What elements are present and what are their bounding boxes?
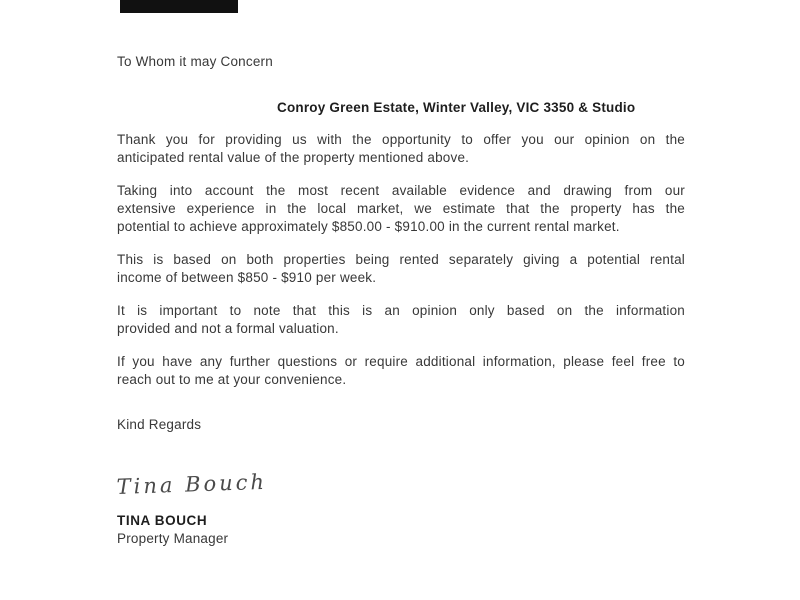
paragraph-line: This is based on both properties being rented separately giving a potential rental [117,252,685,267]
signatory-name: TINA BOUCH [117,513,208,528]
paragraph-line: It is important to note that this is an opinion only based on the information [117,303,685,318]
paragraph-line: If you have any further questions or require additional information, please feel free to [117,354,685,369]
paragraph-line: reach out to me at your convenience. [117,372,347,387]
paragraph [117,131,685,167]
salutation: To Whom it may Concern [117,54,273,69]
subject-line: Conroy Green Estate, Winter Valley, VIC 3350 & Studio [277,100,636,115]
paragraph [117,302,685,338]
redacted-logo-bar [120,0,238,13]
closing: Kind Regards [117,417,202,432]
paragraph [117,353,685,389]
paragraph [117,182,685,236]
paragraph-line: income of between $850 - $910 per week. [117,270,377,285]
paragraph-line: Thank you for providing us with the opportunity to offer you our opinion on the [117,132,685,147]
paragraph [117,251,685,287]
signatory-title: Property Manager [117,531,229,546]
handwritten-signature: Tina Bouch [116,469,268,499]
letter-paragraphs [117,131,685,404]
paragraph-line: anticipated rental value of the property mentioned above. [117,150,470,165]
paragraph-line: extensive experience in the local market, we estimate that the property has the [117,201,685,216]
paragraph-line: Taking into account the most recent available evidence and drawing from our [117,183,685,198]
paragraph-line: potential to achieve approximately $850.00 - $910.00 in the current rental market. [117,219,620,234]
paragraph-line: provided and not a formal valuation. [117,321,339,336]
